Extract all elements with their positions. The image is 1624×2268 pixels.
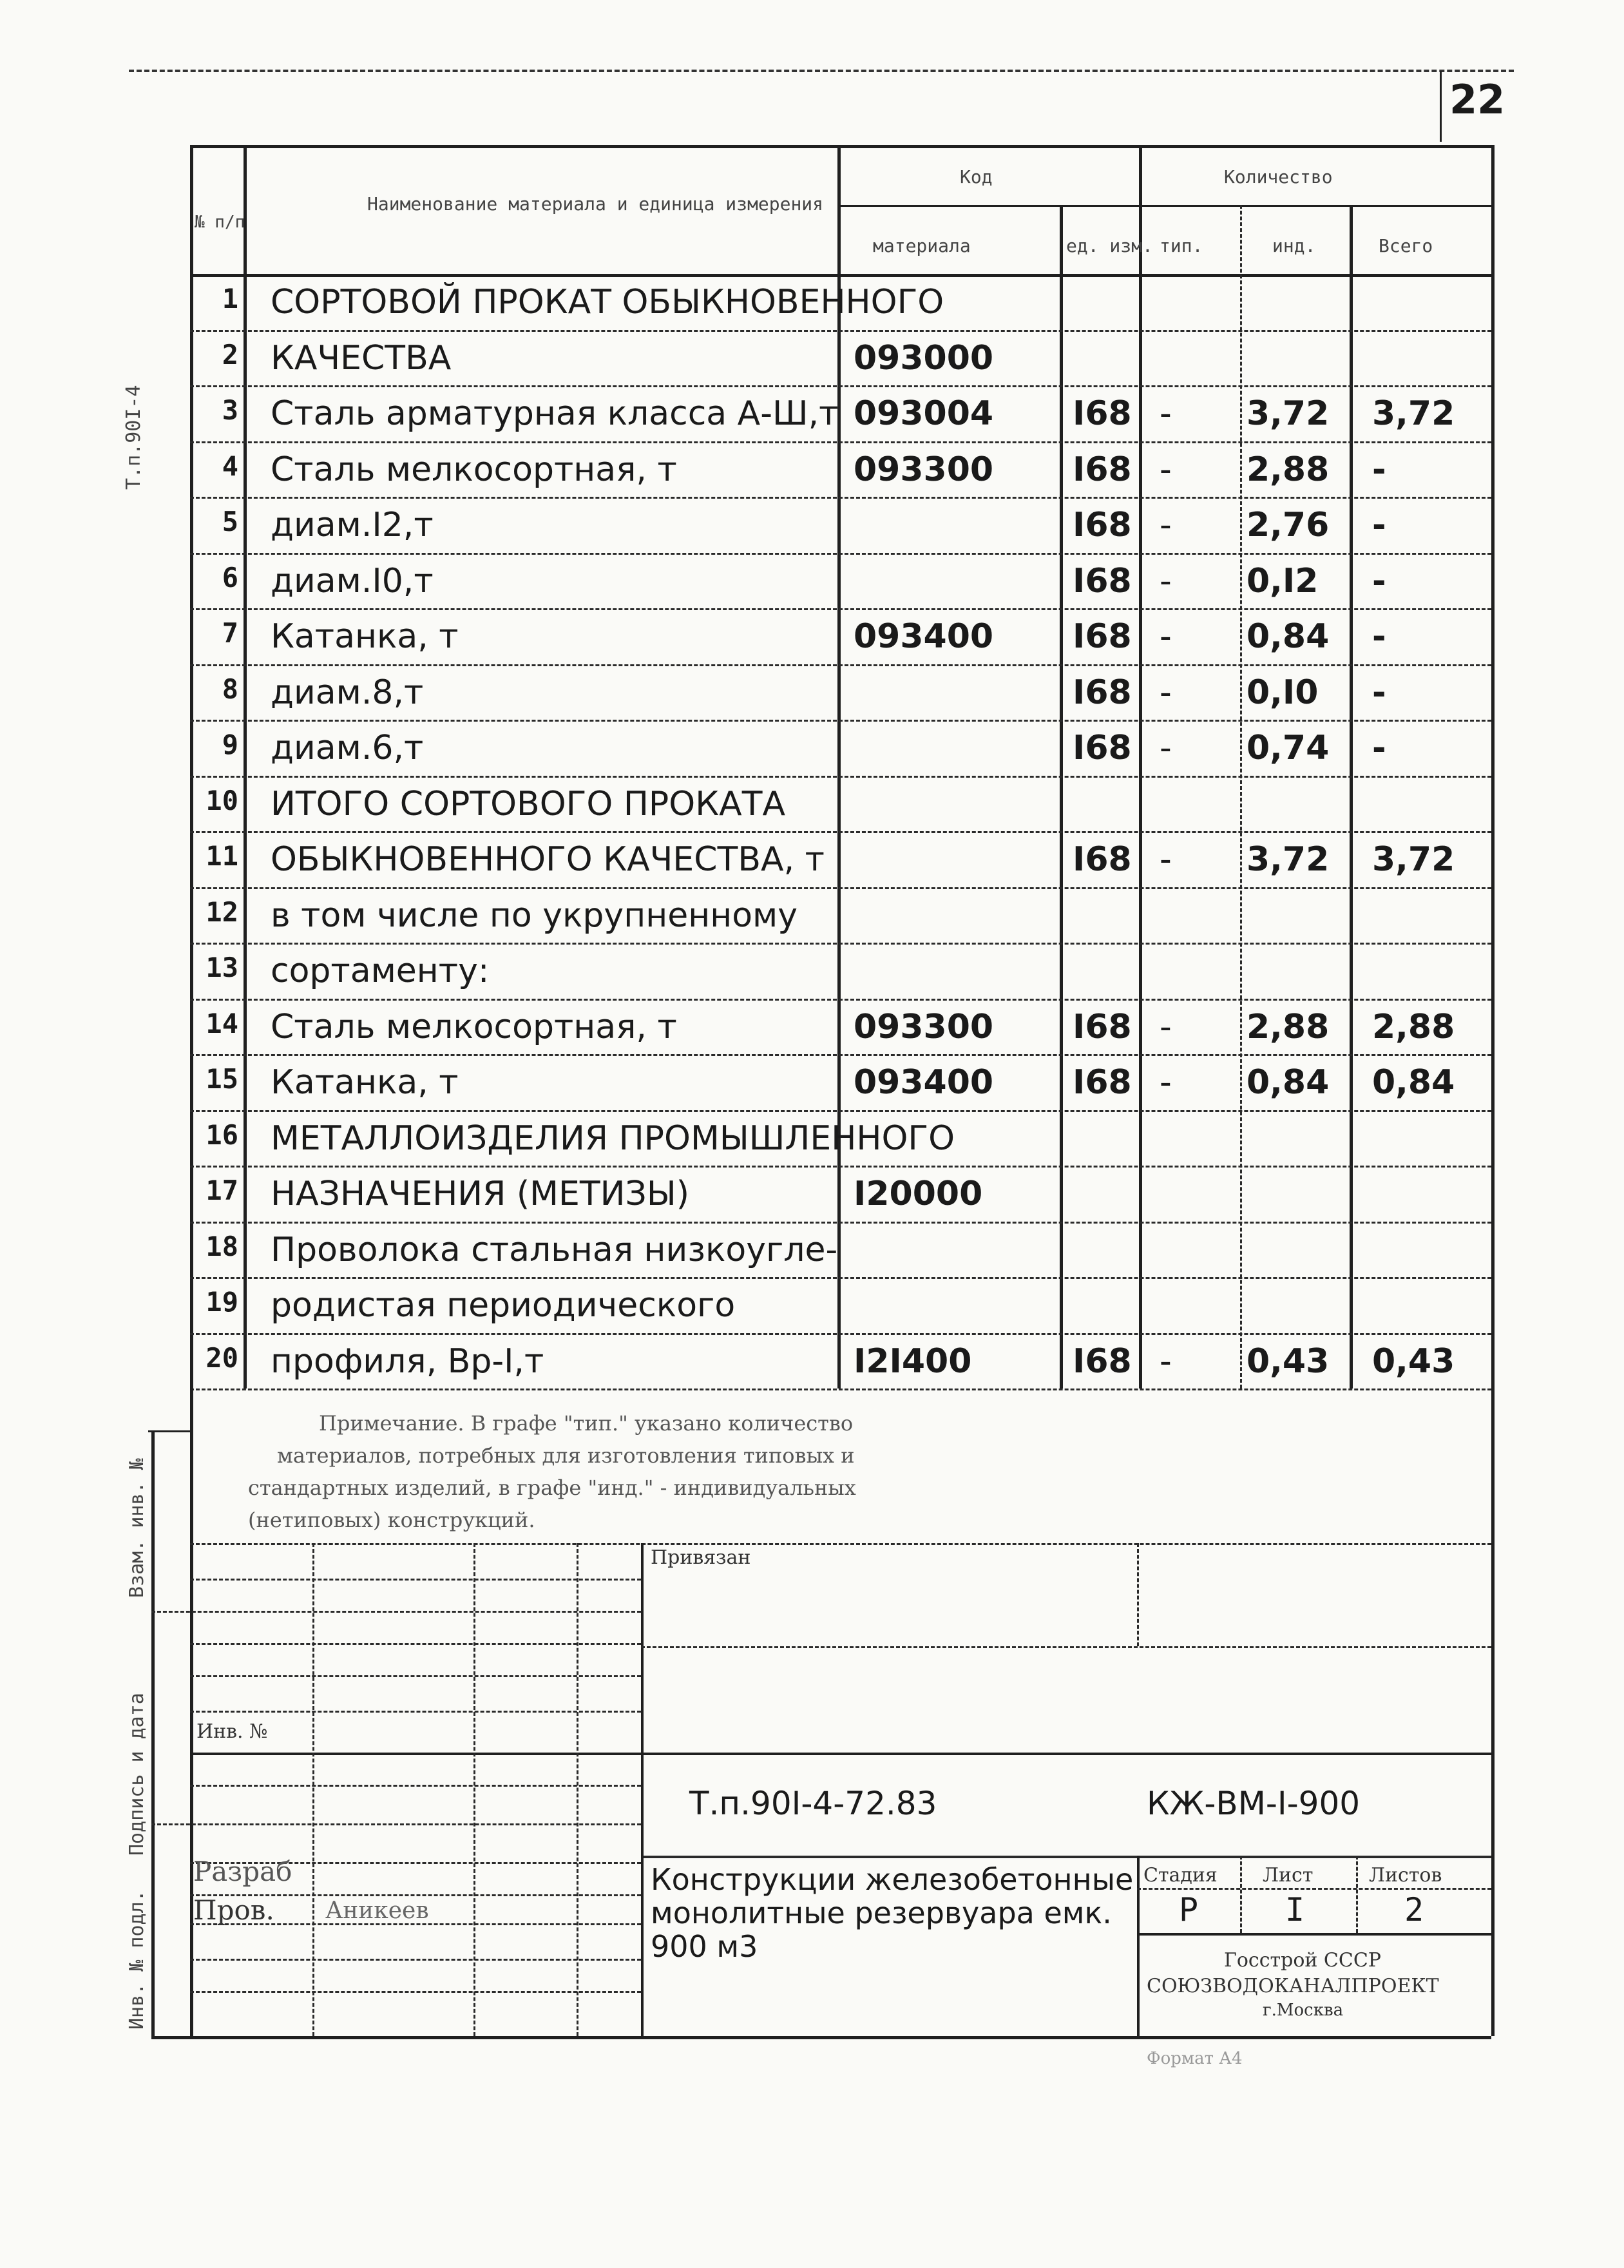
row-11-n: 11 [205, 840, 238, 872]
row-20-unit: I68 [1073, 1341, 1132, 1381]
row-3-code: 093004 [854, 394, 994, 433]
row-17-name: НАЗНАЧЕНИЯ (МЕТИЗЫ) [271, 1175, 690, 1213]
row-14-code: 093300 [854, 1007, 994, 1046]
side-stamp-top: Т.п.90I-4 [122, 385, 145, 490]
row-20-typ: - [1160, 1341, 1172, 1381]
header-qty: Количество [1224, 166, 1333, 187]
row-15-n: 15 [205, 1063, 238, 1095]
row-4-unit: I68 [1073, 450, 1132, 489]
row-5-unit: I68 [1073, 506, 1132, 544]
sheet-label: Лист [1263, 1864, 1314, 1887]
note-line-2: материалов, потребных для изготовления типовых и [277, 1443, 855, 1468]
checker-surname: Аникеев [325, 1898, 429, 1924]
row-5-name: диам.I2,т [271, 506, 434, 544]
header-ind: инд. [1272, 235, 1316, 256]
row-9-typ: - [1160, 729, 1172, 767]
row-8-name: диам.8,т [271, 673, 424, 712]
top-rule [129, 70, 1514, 72]
row-divider [190, 385, 1491, 387]
row-20-total: 0,43 [1372, 1341, 1455, 1381]
description-line-1: Конструкции железобетонные [651, 1862, 1134, 1897]
row-9-ind: 0,74 [1247, 729, 1330, 767]
row-14-ind: 2,88 [1247, 1007, 1330, 1046]
row-8-n: 8 [222, 673, 238, 705]
row-7-name: Катанка, т [271, 617, 459, 656]
project-code: Т.п.90I-4-72.83 [689, 1785, 937, 1822]
row-15-typ: - [1160, 1063, 1172, 1102]
row-divider [190, 1054, 1491, 1056]
row-4-total: - [1372, 450, 1386, 489]
header-material: материала [873, 235, 971, 256]
row-divider [190, 553, 1491, 555]
row-11-total: 3,72 [1372, 840, 1455, 879]
row-2-n: 2 [222, 338, 238, 370]
header-name: Наименование материала и единица измерения [367, 193, 824, 215]
privyazan-label: Привязан [651, 1546, 751, 1569]
org-line-1: Госстрой СССР [1224, 1949, 1381, 1972]
row-1-name: СОРТОВОЙ ПРОКАТ ОБЫКНОВЕННОГО [271, 283, 944, 322]
row-6-name: диам.I0,т [271, 561, 434, 601]
row-6-unit: I68 [1073, 561, 1132, 601]
row-9-n: 9 [222, 729, 238, 760]
row-19-n: 19 [205, 1286, 238, 1318]
row-5-typ: - [1160, 506, 1172, 544]
row-12-name: в том числе по укрупненному [271, 896, 798, 935]
row-4-n: 4 [222, 450, 238, 482]
row-18-n: 18 [205, 1230, 238, 1262]
row-divider [190, 1166, 1491, 1168]
row-divider [190, 720, 1491, 722]
page-number: 22 [1449, 76, 1505, 123]
side-stamp-original: Инв. № подл. [126, 1890, 148, 2030]
row-14-typ: - [1160, 1007, 1172, 1046]
row-divider [190, 999, 1491, 1001]
row-14-name: Сталь мелкосортная, т [271, 1007, 677, 1046]
note-line-1: Примечание. В графе "тип." указано количество [319, 1411, 854, 1436]
row-1-n: 1 [222, 283, 238, 314]
row-11-name: ОБЫКНОВЕННОГО КАЧЕСТВА, т [271, 840, 825, 879]
row-2-name: КАЧЕСТВА [271, 338, 452, 378]
inv-no-label: Инв. № [196, 1720, 268, 1743]
row-20-name: профиля, Вр-I,т [271, 1341, 544, 1381]
row-divider [190, 887, 1491, 889]
org-line-3: г.Москва [1263, 2001, 1344, 2020]
row-13-name: сортаменту: [271, 952, 490, 990]
note-line-3: стандартных изделий, в графе "инд." - индивидуальных [248, 1475, 856, 1500]
row-9-unit: I68 [1073, 729, 1132, 767]
row-3-total: 3,72 [1372, 394, 1455, 433]
prov-label: Пров. [193, 1894, 274, 1926]
row-18-name: Проволока стальная низкоугле- [271, 1230, 838, 1269]
row-3-unit: I68 [1073, 394, 1132, 433]
row-5-n: 5 [222, 506, 238, 537]
format-label: Формат А4 [1147, 2049, 1243, 2068]
row-3-name: Сталь арматурная класса А-Ш,т [271, 394, 839, 433]
row-2-code: 093000 [854, 338, 994, 378]
header-total: Всего [1379, 235, 1433, 256]
row-8-total: - [1372, 673, 1386, 712]
row-divider [190, 497, 1491, 499]
row-divider [190, 441, 1491, 443]
description-line-3: 900 м3 [651, 1929, 758, 1964]
row-10-name: ИТОГО СОРТОВОГО ПРОКАТА [271, 784, 786, 823]
row-8-unit: I68 [1073, 673, 1132, 712]
row-5-ind: 2,76 [1247, 506, 1330, 544]
row-8-ind: 0,I0 [1247, 673, 1319, 712]
row-divider [190, 1389, 1491, 1390]
row-3-typ: - [1160, 394, 1172, 433]
note-line-4: (нетиповых) конструкций. [248, 1508, 535, 1532]
row-4-ind: 2,88 [1247, 450, 1330, 489]
row-12-n: 12 [205, 896, 238, 928]
row-15-total: 0,84 [1372, 1063, 1455, 1102]
row-15-code: 093400 [854, 1063, 994, 1102]
row-9-name: диам.6,т [271, 729, 424, 767]
row-10-n: 10 [205, 784, 238, 816]
row-11-typ: - [1160, 840, 1172, 879]
row-7-typ: - [1160, 617, 1172, 656]
row-divider [190, 776, 1491, 778]
row-divider [190, 608, 1491, 610]
header-code: Код [960, 166, 993, 187]
header-typ: тип. [1160, 235, 1203, 256]
row-divider [190, 330, 1491, 332]
row-16-n: 16 [205, 1119, 238, 1151]
row-6-ind: 0,I2 [1247, 561, 1319, 601]
row-14-total: 2,88 [1372, 1007, 1455, 1046]
row-8-typ: - [1160, 673, 1172, 712]
row-20-ind: 0,43 [1247, 1341, 1330, 1381]
row-15-name: Катанка, т [271, 1063, 459, 1102]
row-11-unit: I68 [1073, 840, 1132, 879]
doc-code: КЖ-ВМ-I-900 [1147, 1785, 1361, 1822]
row-3-n: 3 [222, 394, 238, 426]
org-line-2: СОЮЗВОДОКАНАЛПРОЕКТ [1147, 1975, 1439, 1997]
row-16-name: МЕТАЛЛОИЗДЕЛИЯ ПРОМЫШЛЕННОГО [271, 1119, 955, 1158]
row-9-total: - [1372, 729, 1386, 767]
row-divider [190, 1110, 1491, 1112]
row-divider [190, 1333, 1491, 1335]
row-4-name: Сталь мелкосортная, т [271, 450, 677, 489]
row-11-ind: 3,72 [1247, 840, 1330, 879]
row-divider [190, 1277, 1491, 1279]
row-4-typ: - [1160, 450, 1172, 489]
row-17-code: I20000 [854, 1175, 983, 1213]
row-19-name: родистая периодического [271, 1286, 736, 1325]
description-line-2: монолитные резервуара емк. [651, 1896, 1112, 1930]
row-divider [190, 943, 1491, 945]
page-number-divider [1440, 71, 1442, 142]
row-7-unit: I68 [1073, 617, 1132, 656]
row-7-code: 093400 [854, 617, 994, 656]
row-6-n: 6 [222, 561, 238, 593]
row-divider [190, 664, 1491, 666]
header-rownum: № п/п [195, 213, 245, 232]
row-divider [190, 831, 1491, 833]
row-20-code: I2I400 [854, 1341, 972, 1381]
sheets-value: 2 [1404, 1891, 1424, 1928]
row-14-unit: I68 [1073, 1007, 1132, 1046]
row-13-n: 13 [205, 952, 238, 983]
row-3-ind: 3,72 [1247, 394, 1330, 433]
row-6-typ: - [1160, 561, 1172, 601]
row-4-code: 093300 [854, 450, 994, 489]
side-stamp-replace: Взам. инв. № [126, 1458, 148, 1598]
header-unit: ед. изм. [1066, 235, 1153, 256]
row-15-ind: 0,84 [1247, 1063, 1330, 1102]
razrab-label: Разраб [193, 1856, 292, 1887]
stage-label: Стадия [1143, 1864, 1218, 1887]
sheets-label: Листов [1369, 1864, 1442, 1887]
row-7-ind: 0,84 [1247, 617, 1330, 656]
row-17-n: 17 [205, 1175, 238, 1206]
row-7-total: - [1372, 617, 1386, 656]
row-15-unit: I68 [1073, 1063, 1132, 1102]
row-7-n: 7 [222, 617, 238, 649]
row-14-n: 14 [205, 1007, 238, 1039]
row-divider [190, 1222, 1491, 1224]
side-stamp-signature: Подпись и дата [126, 1693, 148, 1856]
row-6-total: - [1372, 561, 1386, 601]
sheet-value: I [1285, 1891, 1305, 1928]
row-5-total: - [1372, 506, 1386, 544]
row-20-n: 20 [205, 1341, 238, 1374]
stage-value: Р [1179, 1891, 1199, 1928]
